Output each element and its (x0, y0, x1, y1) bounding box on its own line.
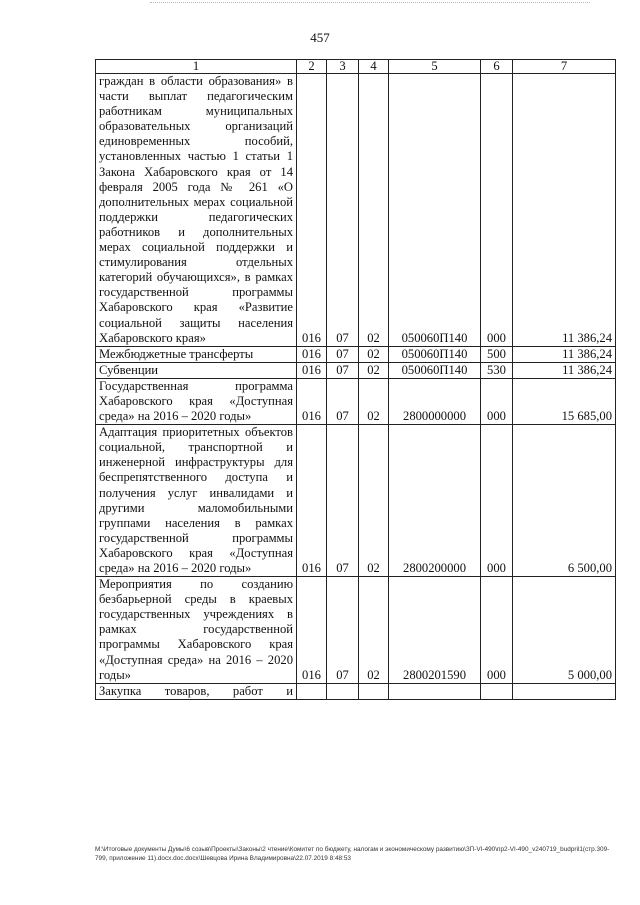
cell-section: 07 (327, 346, 359, 362)
cell-ministry: 016 (297, 378, 327, 424)
row-name: Государственная программа Хабаровского края «Доступная среда» на 2016 – 2020 годы» (96, 378, 297, 424)
table-row (96, 346, 616, 362)
cell-section: 07 (327, 378, 359, 424)
cell-subsection: 02 (359, 425, 389, 577)
col-header-2: 2 (297, 60, 327, 74)
cell-expense-type: 000 (481, 74, 513, 347)
table-row (96, 362, 616, 378)
col-header-6: 6 (481, 60, 513, 74)
cell-amount: 11 386,24 (513, 362, 616, 378)
cell-ministry: 016 (297, 74, 327, 347)
cell-section: 07 (327, 362, 359, 378)
cell-expense-type: 000 (481, 425, 513, 577)
col-header-3: 3 (327, 60, 359, 74)
cell-subsection: 02 (359, 74, 389, 347)
cell-target-article: 050060П140 (389, 74, 481, 347)
cell-section: 07 (327, 577, 359, 684)
col-header-7: 7 (513, 60, 616, 74)
table-row (96, 683, 616, 699)
cell-expense-type: 000 (481, 378, 513, 424)
col-header-5: 5 (389, 60, 481, 74)
cell-ministry: 016 (297, 577, 327, 684)
cell-amount: 11 386,24 (513, 346, 616, 362)
cell-target-article: 2800000000 (389, 378, 481, 424)
cell-ministry: 016 (297, 425, 327, 577)
row-name: Субвенции (96, 362, 297, 378)
cell-expense-type (481, 683, 513, 699)
col-header-4: 4 (359, 60, 389, 74)
cell-amount: 11 386,24 (513, 74, 616, 347)
cell-amount (513, 683, 616, 699)
row-name: Адаптация приоритетных объектов социальной, транспортной и инженерной инфраструктуры для беспрепятственного доступа и получения услуг инвалидами и другими маломобильными группами населения в рамках государственной программы Хабаровского края «Доступная среда» на 2016 – 2020 годы» (96, 425, 297, 577)
cell-target-article: 2800200000 (389, 425, 481, 577)
cell-target-article (389, 683, 481, 699)
col-header-1: 1 (96, 60, 297, 74)
cell-section: 07 (327, 425, 359, 577)
cell-amount: 6 500,00 (513, 425, 616, 577)
budget-table (95, 59, 616, 700)
cell-subsection: 02 (359, 378, 389, 424)
cell-section (327, 683, 359, 699)
cell-expense-type: 000 (481, 577, 513, 684)
table-row (96, 577, 616, 684)
row-name: Закупка товаров, работ и (96, 683, 297, 699)
cell-expense-type: 500 (481, 346, 513, 362)
header-row (96, 60, 616, 74)
cell-expense-type: 530 (481, 362, 513, 378)
scan-noise-line (150, 2, 590, 5)
table-row (96, 425, 616, 577)
page-number: 457 (310, 30, 330, 45)
cell-amount: 15 685,00 (513, 378, 616, 424)
cell-subsection (359, 683, 389, 699)
cell-target-article: 050060П140 (389, 346, 481, 362)
cell-amount: 5 000,00 (513, 577, 616, 684)
cell-section: 07 (327, 74, 359, 347)
cell-ministry: 016 (297, 346, 327, 362)
row-name: Мероприятия по созданию безбарьерной среды в краевых государственных учреждениях в рамках государственной программы Хабаровского края «Доступная среда» на 2016 – 2020 годы» (96, 577, 297, 684)
cell-target-article: 050060П140 (389, 362, 481, 378)
cell-subsection: 02 (359, 346, 389, 362)
cell-ministry (297, 683, 327, 699)
cell-ministry: 016 (297, 362, 327, 378)
cell-subsection: 02 (359, 577, 389, 684)
row-name: Межбюджетные трансферты (96, 346, 297, 362)
cell-target-article: 2800201590 (389, 577, 481, 684)
row-name: граждан в области образования» в части выплат педагогическим работникам муниципальных образовательных организаций единовременных пособий, установленных частью 1 статьи 1 Закона Хабаровского края от 14 февраля 2005 года № 261 «О дополнительных мерах социальной поддержки педагогических работников и дополнительных мерах социальной поддержки и стимулирования отдельных категорий обучающихся», в рамках государственной программы Хабаровского края «Развитие социальной защиты населения Хабаровского края» (96, 74, 297, 347)
table-row (96, 74, 616, 347)
cell-subsection: 02 (359, 362, 389, 378)
table-row (96, 378, 616, 424)
file-path-footer: M:\Итоговые документы Думы\6 созыв\Проекты\Законы\2 чтение\Комитет по бюджету, налогам и экономическому развитию\ЗП-VI-490\пр2-VI-490_v240719_budpril1(стр.309-799, приложение 11).docx.doc.docx\Шевцова Ирина Владимировна\22.07.2019 8:48:53 (95, 846, 610, 862)
